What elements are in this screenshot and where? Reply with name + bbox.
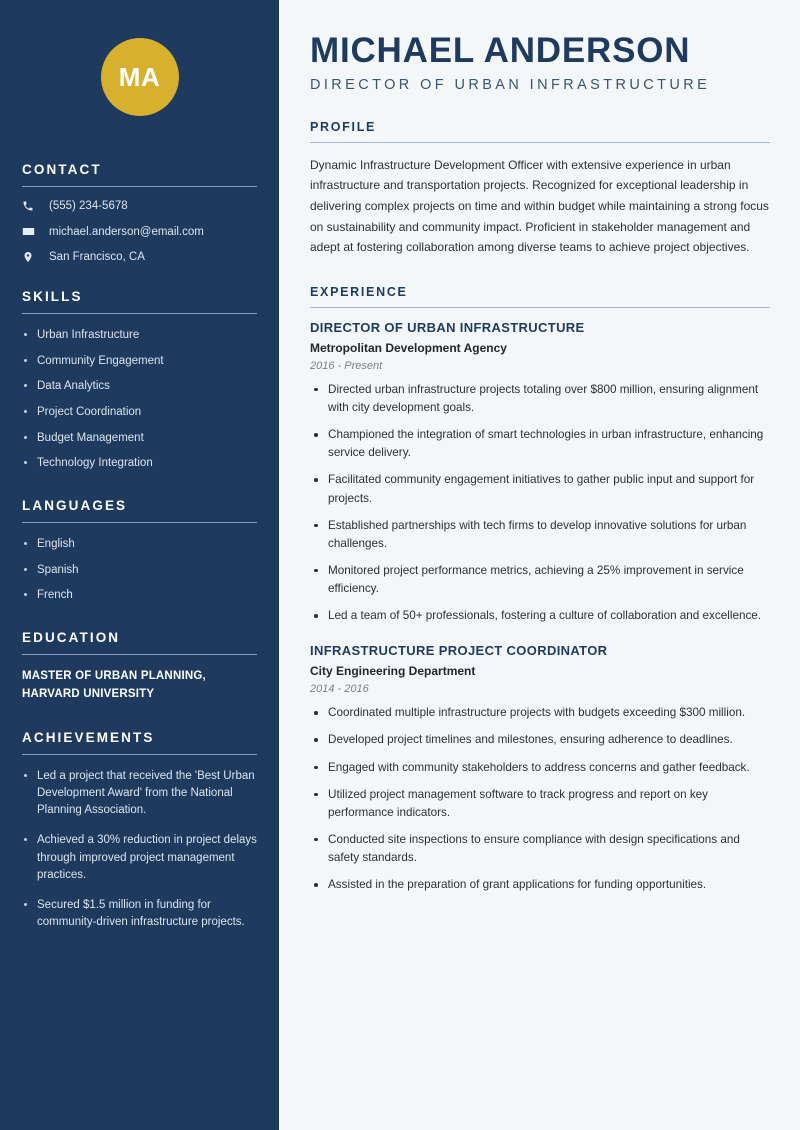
list-item: French <box>22 587 257 604</box>
education-section <box>22 630 257 704</box>
experience-title: INFRASTRUCTURE PROJECT COORDINATOR <box>310 643 608 659</box>
job-subtitle: DIRECTOR OF URBAN INFRASTRUCTURE <box>310 76 711 93</box>
skills-heading: SKILLS <box>22 289 83 304</box>
contact-item-location <box>22 251 257 263</box>
list-item: Engaged with community stakeholders to address concerns and gather feedback. <box>310 759 770 777</box>
contact-section <box>22 162 257 263</box>
achievements-divider <box>22 754 257 755</box>
list-item: Urban Infrastructure <box>22 327 257 344</box>
contact-heading: CONTACT <box>22 162 102 177</box>
avatar-initials: MA <box>101 38 179 116</box>
profile-heading: PROFILE <box>310 119 377 134</box>
experience-title: DIRECTOR OF URBAN INFRASTRUCTURE <box>310 319 585 335</box>
experience-heading: EXPERIENCE <box>310 284 408 299</box>
list-item: Data Analytics <box>22 378 257 395</box>
list-item: Directed urban infrastructure projects totaling over $800 million, ensuring alignment with city development goals. <box>310 381 770 417</box>
achievements-list <box>22 768 257 932</box>
list-item: Utilized project management software to track progress and report on key performance indicators. <box>310 786 770 822</box>
experience-divider <box>310 307 770 308</box>
skills-list <box>22 327 257 472</box>
experience-dates: 2016 - Present <box>310 359 383 372</box>
experience-section <box>310 285 770 894</box>
page-title: MICHAEL ANDERSON <box>310 31 691 70</box>
contact-email-value: michael.anderson@email.com <box>49 225 204 238</box>
list-item: Spanish <box>22 562 257 579</box>
list-item: Project Coordination <box>22 404 257 421</box>
contact-location-value: San Francisco, CA <box>49 251 145 263</box>
skills-divider <box>22 313 257 314</box>
list-item: Developed project timelines and milestones, ensuring adherence to deadlines. <box>310 731 770 749</box>
experience-entry <box>310 643 770 894</box>
list-item: Conducted site inspections to ensure compliance with design specifications and safety standards. <box>310 831 770 867</box>
list-item: Monitored project performance metrics, achieving a 25% improvement in service efficiency. <box>310 562 770 598</box>
list-item: Assisted in the preparation of grant applications for funding opportunities. <box>310 876 770 894</box>
achievements-section <box>22 730 257 932</box>
experience-company: City Engineering Department <box>310 664 476 679</box>
main-content <box>284 0 800 1130</box>
languages-list <box>22 536 257 604</box>
list-item: Led a team of 50+ professionals, fostering a culture of collaboration and excellence. <box>310 607 770 625</box>
email-icon <box>22 225 40 238</box>
list-item: Led a project that received the 'Best Urban Development Award' from the National Planning Association. <box>22 768 257 820</box>
experience-company: Metropolitan Development Agency <box>310 340 507 355</box>
list-item: Coordinated multiple infrastructure projects with budgets exceeding $300 million. <box>310 704 770 722</box>
list-item: Facilitated community engagement initiatives to gather public input and support for projects. <box>310 471 770 507</box>
contact-divider <box>22 186 257 187</box>
avatar-container <box>22 0 257 162</box>
experience-entry <box>310 320 770 625</box>
location-pin-icon <box>22 251 40 263</box>
education-item: MASTER OF URBAN PLANNING, HARVARD UNIVERSITY <box>22 670 206 700</box>
languages-heading: LANGUAGES <box>22 498 128 514</box>
experience-bullets <box>310 381 770 625</box>
skills-section <box>22 289 257 472</box>
languages-section <box>22 498 257 604</box>
profile-text: Dynamic Infrastructure Development Officer with extensive experience in urban infrastructure and transportation projects. Recognized for exceptional leadership in delivering complex projects on time and within budget while maintaining a strong focus on sustainability and community impact. Proficient in stakeholder management and adept at fostering collaboration among diverse teams to achieve project objectives. <box>310 157 769 255</box>
contact-phone-value: (555) 234-5678 <box>49 200 128 212</box>
list-item: Established partnerships with tech firms to develop innovative solutions for urban challenges. <box>310 517 770 553</box>
profile-divider <box>310 142 770 143</box>
experience-dates: 2014 - 2016 <box>310 683 369 696</box>
education-divider <box>22 654 257 655</box>
contact-item-phone <box>22 200 257 212</box>
list-item: Community Engagement <box>22 353 257 370</box>
phone-icon <box>22 200 40 212</box>
list-item: English <box>22 536 257 553</box>
languages-divider <box>22 522 257 523</box>
list-item: Achieved a 30% reduction in project delays through improved project management practices. <box>22 832 257 884</box>
list-item: Championed the integration of smart technologies in urban infrastructure, enhancing service delivery. <box>310 426 770 462</box>
education-heading: EDUCATION <box>22 630 121 646</box>
experience-bullets <box>310 704 770 894</box>
achievements-heading: ACHIEVEMENTS <box>22 729 155 745</box>
list-item: Budget Management <box>22 430 257 447</box>
list-item: Technology Integration <box>22 455 257 472</box>
profile-section <box>310 120 770 258</box>
list-item: Secured $1.5 million in funding for community-driven infrastructure projects. <box>22 897 257 932</box>
sidebar <box>0 0 279 1130</box>
contact-item-email <box>22 225 257 238</box>
